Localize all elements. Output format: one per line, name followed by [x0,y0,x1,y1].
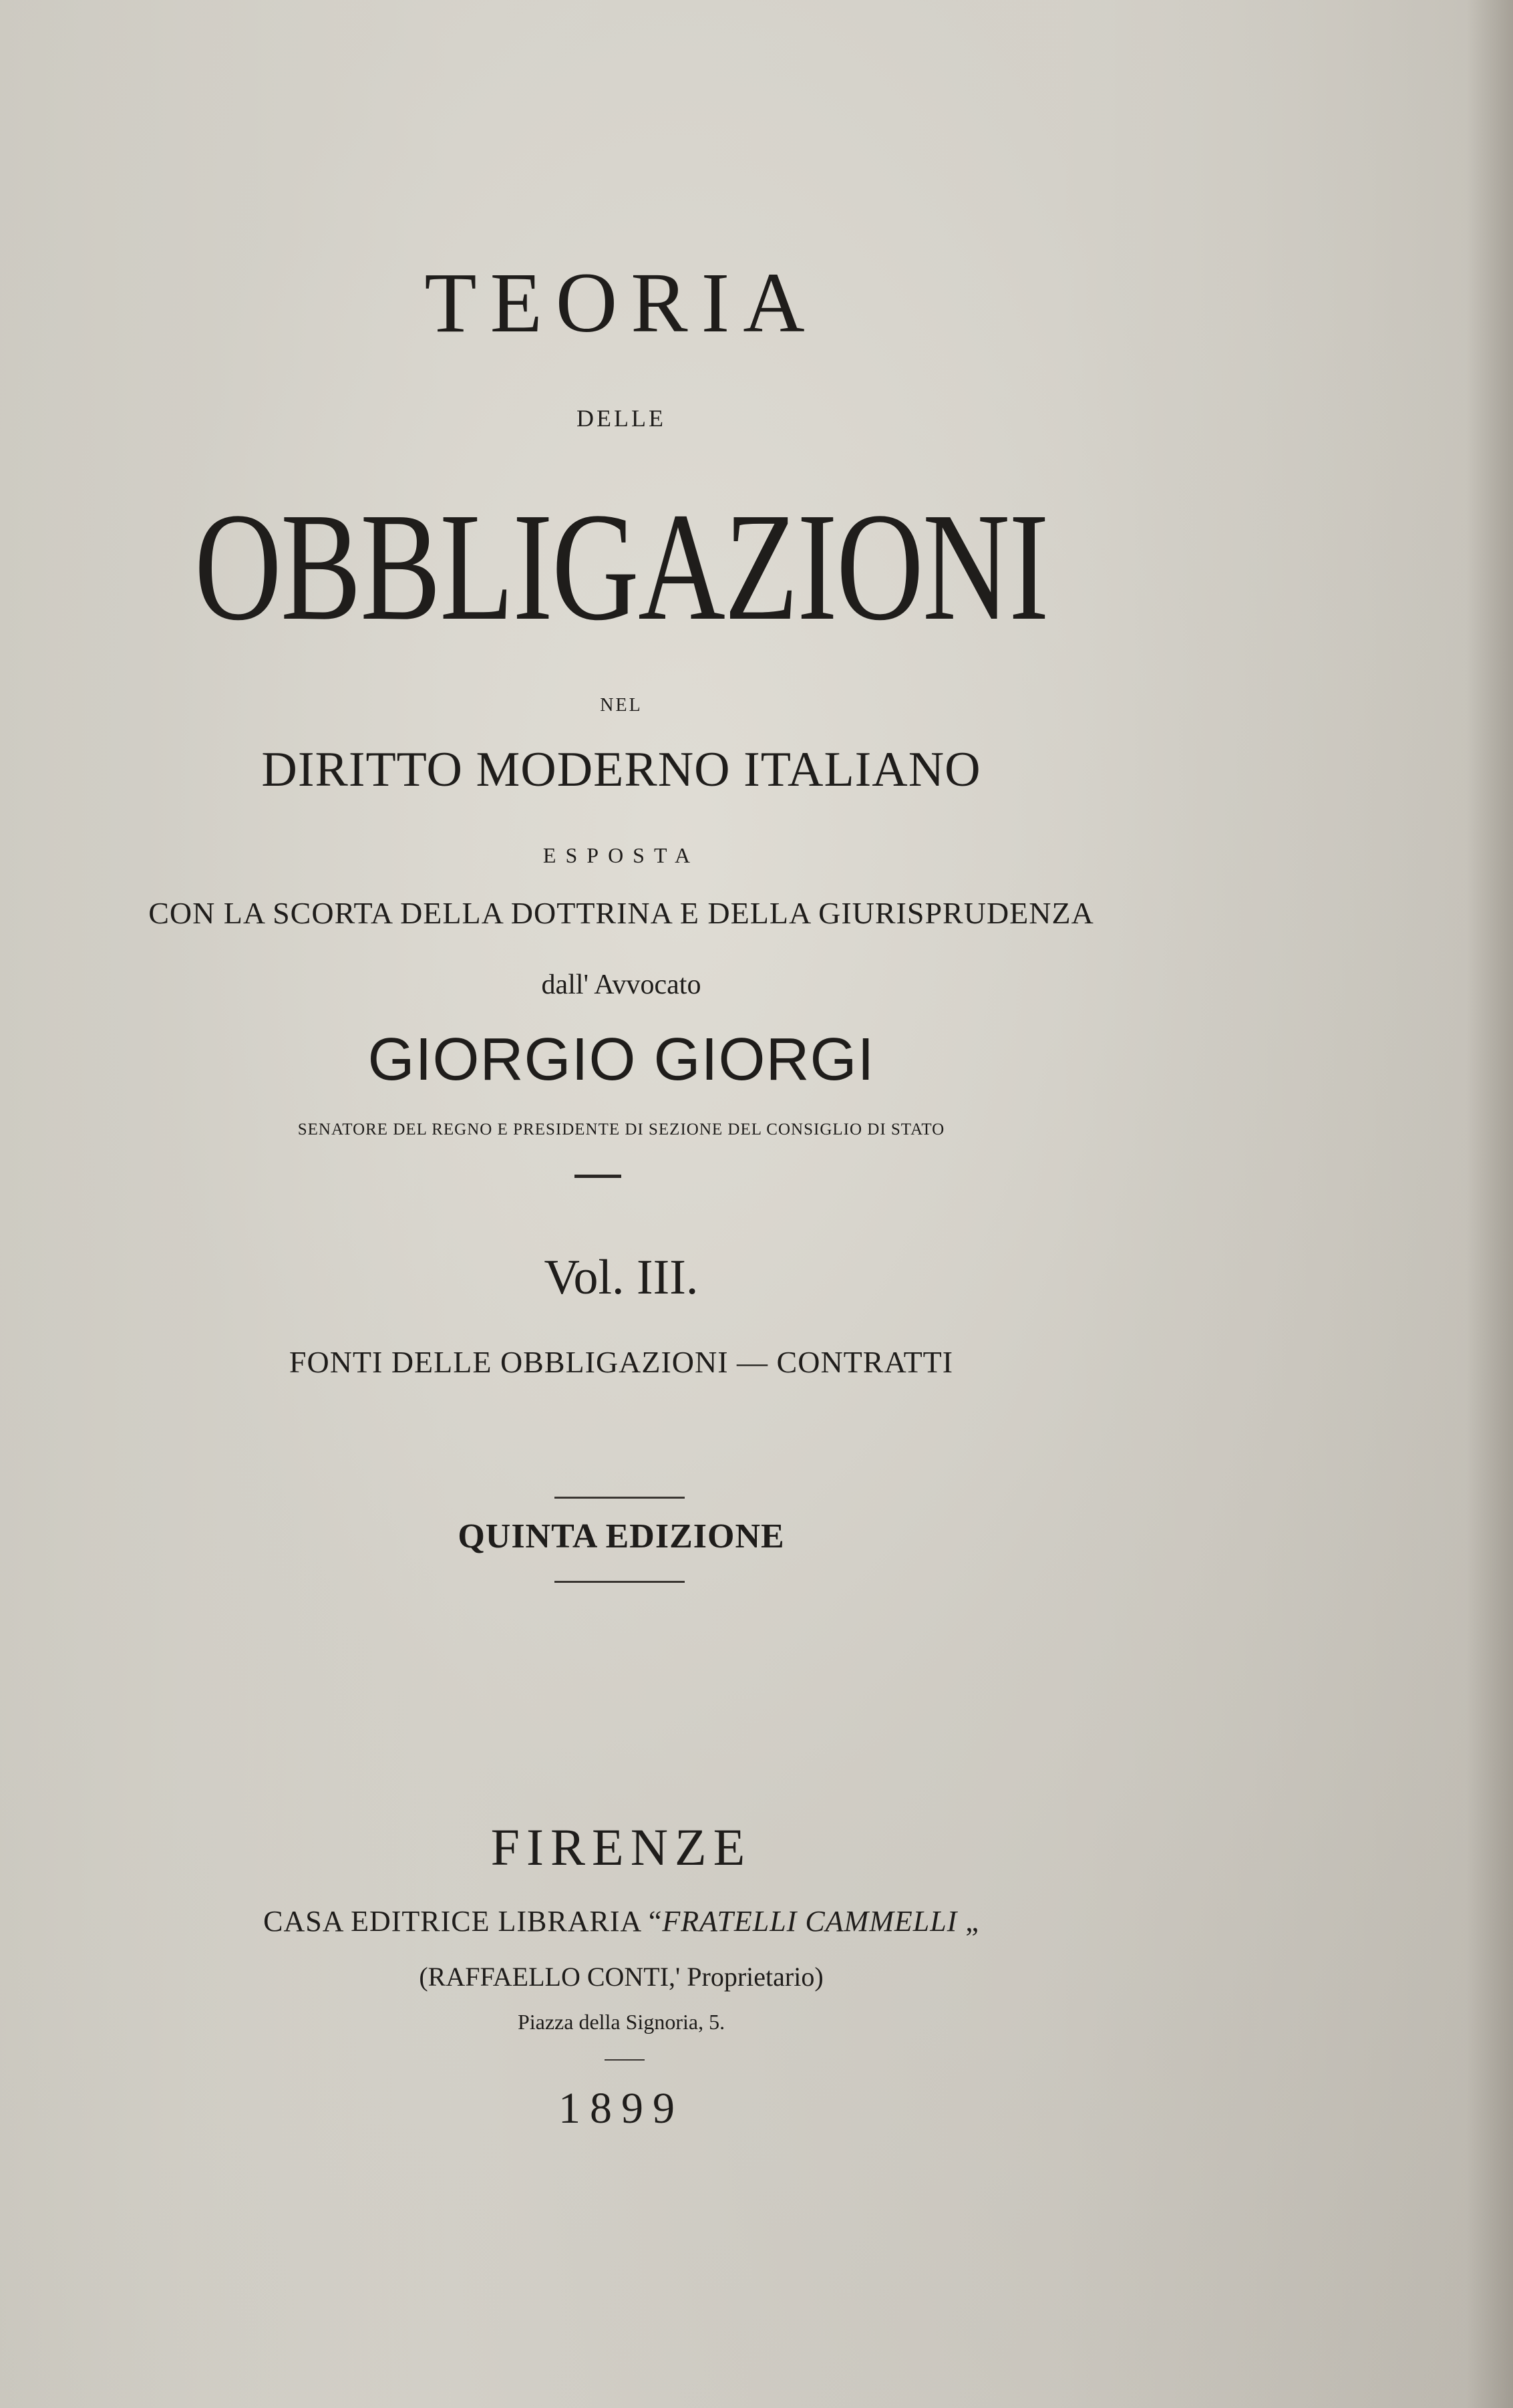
divider-dash [574,1175,621,1178]
volume-number: Vol. III. [544,1250,699,1305]
subtitle: DIRITTO MODERNO ITALIANO [261,742,981,797]
publisher-name: FRATELLI CAMMELLI [662,1905,958,1938]
author-name: GIORGIO GIORGI [367,1026,875,1093]
publisher-suffix: „ [957,1905,979,1938]
publisher-prefix: CASA EDITRICE LIBRARIA “ [263,1905,663,1938]
imprint-publisher [0,1904,1242,1938]
scorta-line: CON LA SCORTA DELLA DOTTRINA E DELLA GIURISPRUDENZA [148,896,1094,930]
year-rule [605,2059,645,2061]
title-line-delle: DELLE [576,405,666,432]
author-title: SENATORE DEL REGNO E PRESIDENTE DI SEZIONE DEL CONSIGLIO DI STATO [297,1120,945,1139]
imprint-proprietor: (RAFFAELLO CONTI,' Proprietario) [419,1962,824,1992]
title-line-teoria: TEORIA [424,255,818,350]
edition-rule-bottom [554,1581,685,1583]
volume-subject: FONTI DELLE OBBLIGAZIONI — CONTRATTI [289,1345,954,1379]
edition-label: QUINTA EDIZIONE [458,1517,785,1555]
esposta-label: ESPOSTA [542,843,700,867]
imprint-city: FIRENZE [490,1818,752,1876]
imprint-year: 1899 [558,2084,684,2133]
edition-rule-top [554,1497,685,1499]
main-title: OBBLIGAZIONI [194,481,1048,653]
title-connector-nel: NEL [600,695,643,716]
byline: dall' Avvocato [541,969,701,1000]
imprint-address: Piazza della Signoria, 5. [517,2010,725,2034]
